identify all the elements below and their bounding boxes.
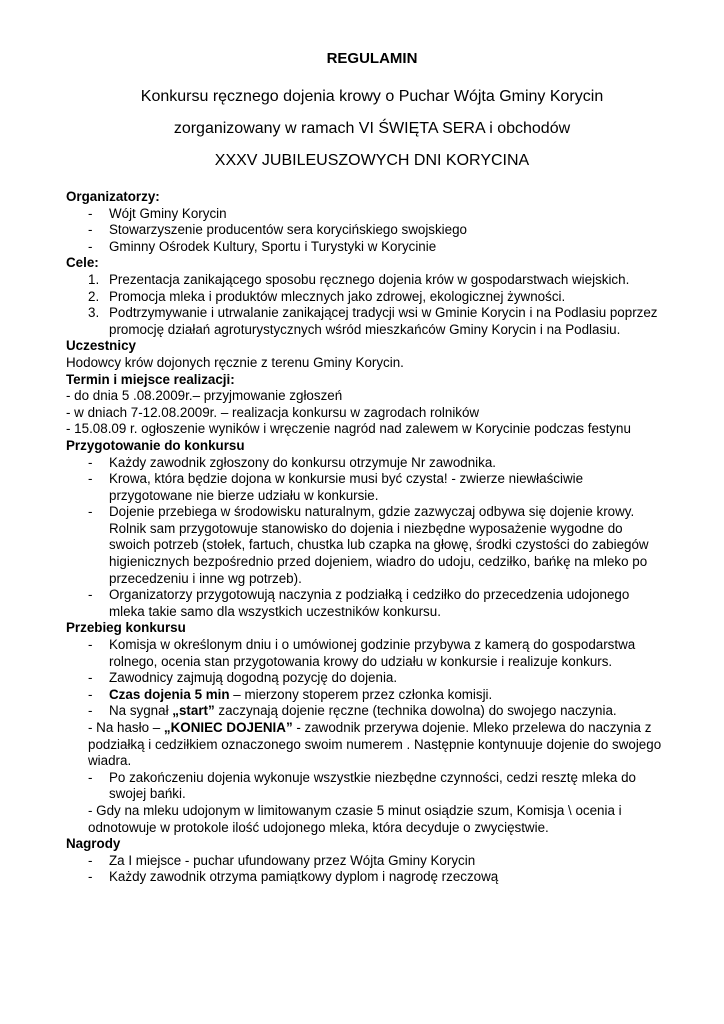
bold-phrase: „KONIEC DOJENIA” <box>163 720 293 735</box>
list-text: Na sygnał <box>109 703 173 719</box>
course-list <box>66 637 664 720</box>
subtitle-line-3: XXXV JUBILEUSZOWYCH DNI KORYCINA <box>214 152 530 169</box>
prizes-list <box>66 853 664 886</box>
list-text: - Na hasło – <box>88 720 164 735</box>
schedule-line: - 15.08.09 r. ogłoszenie wyników i wręczenie nagród nad zalewem w Korycinie podczas festynu <box>66 421 631 437</box>
goals-list <box>66 272 664 338</box>
list-item: - Po zakończeniu dojenia wykonuje wszystkie niezbędne czynności, cedzi resztę mleka do swojej bańki. <box>66 770 664 803</box>
list-item: - Gminny Ośrodek Kultury, Sportu i Turystyki w Korycinie <box>66 239 664 256</box>
bold-phrase: Czas dojenia 5 min <box>109 686 230 702</box>
list-number: 1. <box>88 271 100 287</box>
schedule-line: - do dnia 5 .08.2009r.– przyjmowanie zgłoszeń <box>66 388 343 404</box>
list-item <box>66 703 664 720</box>
list-item: - Stowarzyszenie producentów sera korycińskiego swojskiego <box>66 222 664 239</box>
course-list-continued <box>66 770 664 803</box>
preparation-heading: Przygotowanie do konkursu <box>66 437 245 453</box>
list-text: Promocja mleka i produktów mlecznych jako zdrowej, ekologicznej żywności. <box>109 288 566 304</box>
course-paragraph: - Gdy na mleku udojonym w limitowanym czasie 5 minut osiądzie szum, Komisja \ ocenia i odnotowuje w protokole ilość udojonego mleka, która decyduje o zwycięstwie. <box>88 802 622 835</box>
bold-phrase: „start” <box>172 703 215 719</box>
subtitle-line-1: Konkursu ręcznego dojenia krowy o Puchar Wójta Gminy Korycin <box>140 88 604 105</box>
list-item: - Za I miejsce - puchar ufundowany przez Wójta Gminy Korycin <box>66 853 664 870</box>
schedule-heading: Termin i miejsce realizacji: <box>66 371 235 387</box>
list-text: zaczynają dojenie ręczne (technika dowolna) do swojego naczynia. <box>214 703 617 719</box>
list-item: - Dojenie przebiega w środowisku naturalnym, gdzie zazwyczaj odbywa się dojenie krowy. Rolnik sam przygotowuje stanowisko do dojenia i niezbędne wyposażenie wygodne do swoich potrzeb (stołek, fartuch, chustka lub czapka na głowę, środki czystości do zabiegów higienicznych bezpośrednio przed dojeniem, wiadro do udoju, cedziłko, bańkę na mleko po przecedzeniu i inne wg potrzeb). <box>66 504 664 587</box>
list-item <box>66 272 664 289</box>
list-item: - Zawodnicy zajmują dogodną pozycję do dojenia. <box>66 670 664 687</box>
organizers-list <box>66 206 664 256</box>
list-item: - Wójt Gminy Korycin <box>66 206 664 223</box>
participants-text: Hodowcy krów dojonych ręcznie z terenu Gminy Korycin. <box>66 354 404 370</box>
course-paragraph <box>66 720 664 770</box>
document-title: REGULAMIN <box>326 50 418 67</box>
list-text: - zawodnik przerywa dojenie. Mleko przelewa do naczynia z podziałką i cedziłkiem oznaczonego swoim numerem . Następnie kontynuuje dojenie do swojego wiadra. <box>88 720 662 769</box>
list-item <box>66 687 664 704</box>
participants-heading: Uczestnicy <box>66 338 136 354</box>
list-item: - Każdy zawodnik otrzyma pamiątkowy dyplom i nagrodę rzeczową <box>66 869 664 886</box>
list-item <box>66 305 664 338</box>
list-item <box>66 289 664 306</box>
schedule-line: - w dniach 7-12.08.2009r. – realizacja konkursu w zagrodach rolników <box>66 404 480 420</box>
list-item: - Organizatorzy przygotowują naczynia z podziałką i cedziłko do przecedzenia udojonego mleka takie samo dla wszystkich uczestników konkursu. <box>66 587 664 620</box>
list-number: 3. <box>88 305 100 321</box>
subtitle-line-2: zorganizowany w ramach VI ŚWIĘTA SERA i obchodów <box>173 120 571 137</box>
list-item: - Każdy zawodnik zgłoszony do konkursu otrzymuje Nr zawodnika. <box>66 455 664 472</box>
organizers-heading: Organizatorzy: <box>66 189 160 204</box>
list-number: 2. <box>88 288 100 304</box>
list-text: – mierzony stoperem przez członka komisji. <box>229 686 493 702</box>
list-item: - Komisja w określonym dniu i o umówionej godzinie przybywa z kamerą do gospodarstwa rolnego, ocenia stan przygotowania krowy do udziału w konkursie i realizuje konkurs. <box>66 637 664 670</box>
list-item: - Krowa, która będzie dojona w konkursie musi być czysta! - zwierze niewłaściwie przygotowane nie bierze udziału w konkursie. <box>66 471 664 504</box>
list-text: Prezentacja zanikającego sposobu ręcznego dojenia krów w gospodarstwach wiejskich. <box>109 271 630 287</box>
list-text: Podtrzymywanie i utrwalanie zanikającej tradycji wsi w Gminie Korycin i na Podlasiu poprzez promocję działań agroturystycznych wśród mieszkańców Gminy Korycin i na Podlasiu. <box>109 305 658 337</box>
preparation-list <box>66 455 664 621</box>
goals-heading: Cele: <box>66 255 99 271</box>
course-heading: Przebieg konkursu <box>66 620 186 636</box>
prizes-heading: Nagrody <box>66 836 121 852</box>
